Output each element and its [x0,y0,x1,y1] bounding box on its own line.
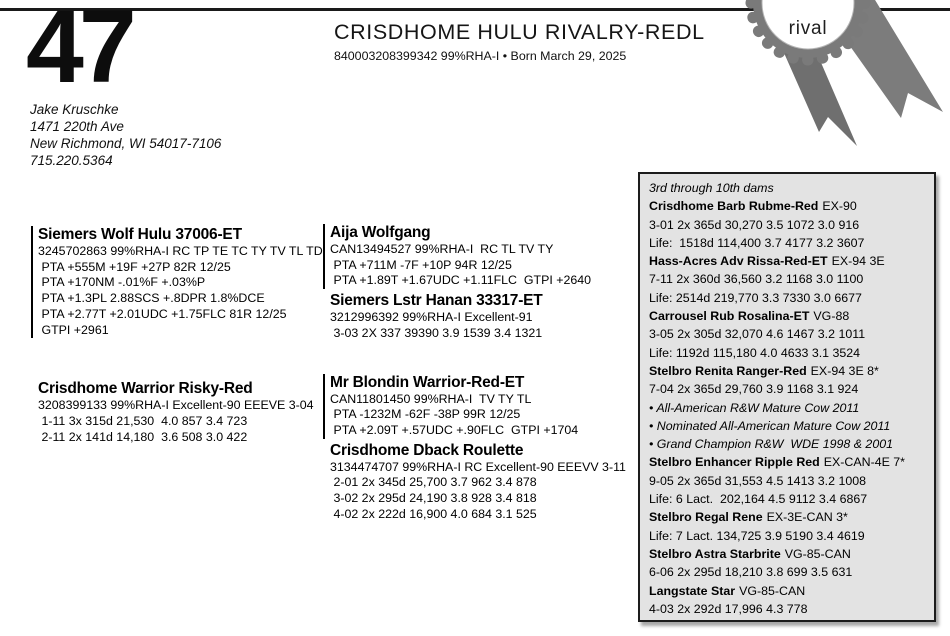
sire-sire-block [323,224,630,289]
dam-record: 6-06 2x 295d 18,210 3.8 699 3.5 631 [649,565,853,580]
pedigree-line: PTA +1.89T +1.67UDC +1.11FLC GTPI +2640 [330,273,592,288]
lot-number: 47 [26,0,132,105]
pedigree-line: 3212996392 99%RHA-I Excellent-91 [330,310,533,325]
dam-grade: EX-94 3E [831,254,885,269]
award-ribbon [725,0,950,215]
dam-award: • Grand Champion R&W WDE 1998 & 2001 [649,437,894,452]
pedigree-line: 3134474707 99%RHA-I RC Excellent-90 EEEVV 3-11 [330,459,626,474]
pedigree-line: 4-02 2x 222d 16,900 4.0 684 3.1 525 [330,506,537,521]
pedigree-name: Crisdhome Dback Roulette [330,441,524,459]
dam-dam-block [330,442,630,523]
pedigree-column-left [38,226,330,445]
dam-name: Stelbro Regal Rene EX-3E-CAN 3* [649,510,848,525]
dam-record: 3-05 2x 305d 32,070 4.6 1467 3.2 1011 [649,327,866,342]
consignor-block [30,101,221,169]
animal-header [334,20,705,63]
pedigree-line: PTA +711M -7F +10P 94R 12/25 [330,257,512,272]
pedigree-line: PTA +1.3PL 2.88SCS +.8DPR 1.8%DCE [38,291,265,306]
dam-grade: EX-90 [822,199,857,214]
dam-record: 9-05 2x 365d 31,553 4.5 1413 3.2 1008 [649,473,867,488]
dam-grade: EX-94 3E 8* [810,363,879,378]
dam-record: 7-11 2x 360d 36,560 3.2 1168 3.0 1100 [649,272,864,287]
consignor-address-line: 1471 220th Ave [30,119,124,134]
dam-grade: EX-3E-CAN 3* [766,510,848,525]
pedigree-name: Crisdhome Warrior Risky-Red [38,380,253,398]
pedigree-name: Mr Blondin Warrior-Red-ET [330,373,525,391]
dams-box-heading: 3rd through 10th dams [649,181,774,195]
pedigree-line: GTPI +2961 [38,322,109,337]
pedigree-line: 3245702863 99%RHA-I RC TP TE TC TY TV TL TD [38,244,323,258]
dam-grade: VG-85-CAN [739,583,806,598]
consignor-name: Jake Kruschke [30,102,119,117]
pedigree-line: PTA +555M +19F +27P 82R 12/25 [38,259,231,274]
pedigree-line: CAN11801450 99%RHA-I TV TY TL [330,391,532,406]
pedigree-line: PTA +170NM -.01%F +.03%P [38,275,206,290]
dam-name: Stelbro Renita Ranger-Red EX-94 3E 8* [649,363,879,378]
animal-id-line: 840003208399342 99%RHA-I • Born March 29, 2025 [334,49,627,63]
consignor-phone: 715.220.5364 [30,153,113,168]
dam-record: 7-04 2x 365d 29,760 3.9 1168 3.1 924 [649,382,859,397]
pedigree-line: PTA +2.09T +.57UDC +.90FLC GTPI +1704 [330,422,579,437]
dam-name: Crisdhome Barb Rubme-Red EX-90 [649,199,857,214]
pedigree-name: Siemers Lstr Hanan 33317-ET [330,292,543,310]
dam-name: Langstate Star VG-85-CAN [649,583,806,598]
consignor-address-line: New Richmond, WI 54017-7106 [30,136,222,151]
pedigree-line: 3-02 2x 295d 24,190 3.8 928 3.4 818 [330,491,537,506]
dam-name: Carrousel Rub Rosalina-ET VG-88 [649,309,850,324]
pedigree-line: CAN13494527 99%RHA-I RC TL TV TY [330,242,554,256]
dam-record: 3-01 2x 365d 30,270 3.5 1072 3.0 916 [649,217,860,232]
dam-grade: EX-CAN-4E 7* [823,455,906,470]
sire-block [31,226,330,338]
dam-award: • Nominated All-American Mature Cow 2011 [649,418,891,433]
pedigree-column-mid [330,224,630,522]
dam-name: Stelbro Astra Starbrite VG-85-CAN [649,546,851,561]
pedigree-line: 2-11 2x 141d 14,180 3.6 508 3.0 422 [38,429,248,444]
pedigree-line: PTA +2.77T +2.01UDC +1.75FLC 81R 12/25 [38,306,287,321]
pedigree-name: Siemers Wolf Hulu 37006-ET [38,226,242,243]
dam-block [38,380,330,445]
dam-record: Life: 2514d 219,770 3.3 7330 3.0 6677 [649,290,862,305]
pedigree-line: 1-11 3x 315d 21,530 4.0 857 3.4 723 [38,413,248,428]
pedigree-line: 3208399133 99%RHA-I Excellent-90 EEEVE 3-04 [38,398,314,413]
sire-dam-block [330,292,630,341]
pedigree-line: 3-03 2X 337 39390 3.9 1539 3.4 1321 [330,325,543,340]
dam-sire-block [323,374,630,439]
dam-record: Life: 1518d 114,400 3.7 4177 3.2 3607 [649,235,865,250]
dam-award: • All-American R&W Mature Cow 2011 [649,400,860,415]
dam-grade: VG-88 [813,309,850,324]
dam-name: Hass-Acres Adv Rissa-Red-ET EX-94 3E [649,254,885,269]
ribbon-label: rival [788,18,828,39]
dam-grade: VG-85-CAN [784,546,851,561]
dam-record: Life: 7 Lact. 134,725 3.9 5190 3.4 4619 [649,528,865,543]
pedigree-line: PTA -1232M -62F -38P 99R 12/25 [330,407,521,422]
pedigree-name: Aija Wolfgang [330,224,431,241]
dam-record: Life: 1192d 115,180 4.0 4633 3.1 3524 [649,345,861,360]
animal-name: CRISDHOME HULU RIVALRY-REDL [334,20,705,44]
dam-name: Stelbro Enhancer Ripple Red EX-CAN-4E 7* [649,455,906,470]
pedigree-line: 2-01 2x 345d 25,700 3.7 962 3.4 878 [330,475,537,490]
dam-record: 4-03 2x 292d 17,996 4.3 778 [649,601,808,616]
dams-box [638,172,936,622]
dam-record: Life: 6 Lact. 202,164 4.5 9112 3.4 6867 [649,492,868,507]
